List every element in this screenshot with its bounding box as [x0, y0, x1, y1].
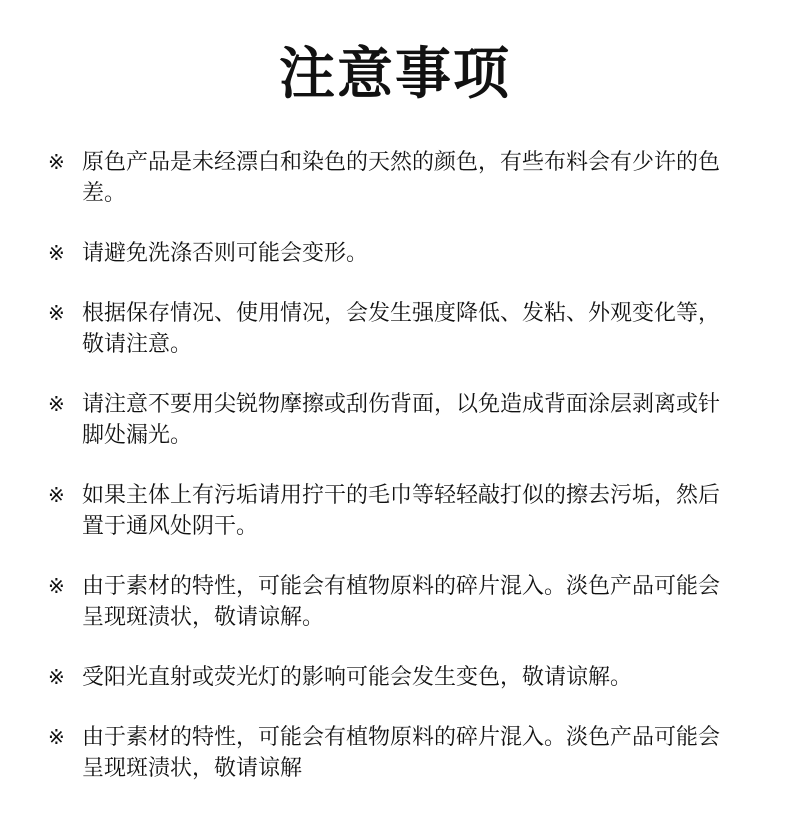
note-item — [48, 662, 738, 693]
reference-mark-icon: ※ — [48, 241, 65, 265]
note-item — [48, 722, 738, 784]
note-text: 请避免洗涤否则可能会变形。 — [82, 241, 369, 266]
reference-mark-icon: ※ — [48, 301, 65, 325]
note-item — [48, 389, 738, 451]
reference-mark-icon: ※ — [48, 574, 65, 598]
note-text: 由于素材的特性，可能会有植物原料的碎片混入。淡色产品可能会呈现斑渍状，敬请谅解 — [82, 725, 721, 781]
note-text: 受阳光直射或荧光灯的影响可能会发生变色，敬请谅解。 — [82, 665, 633, 690]
notes-list — [48, 147, 738, 813]
reference-mark-icon: ※ — [48, 665, 65, 689]
note-item — [48, 147, 738, 209]
note-item — [48, 571, 738, 633]
page-title: 注意事项 — [279, 42, 511, 107]
note-item — [48, 238, 738, 269]
note-item — [48, 480, 738, 542]
reference-mark-icon: ※ — [48, 150, 65, 174]
reference-mark-icon: ※ — [48, 725, 65, 749]
note-text: 请注意不要用尖锐物摩擦或刮伤背面，以免造成背面涂层剥离或针脚处漏光。 — [82, 392, 721, 448]
reference-mark-icon: ※ — [48, 392, 65, 416]
note-text: 根据保存情况、使用情况，会发生强度降低、发粘、外观变化等，敬请注意。 — [82, 301, 721, 357]
note-text: 如果主体上有污垢请用拧干的毛巾等轻轻敲打似的擦去污垢，然后置于通风处阴干。 — [82, 483, 721, 539]
reference-mark-icon: ※ — [48, 483, 65, 507]
note-text: 由于素材的特性，可能会有植物原料的碎片混入。淡色产品可能会呈现斑渍状，敬请谅解。 — [82, 574, 721, 630]
note-text: 原色产品是未经漂白和染色的天然的颜色，有些布料会有少许的色差。 — [82, 150, 721, 206]
note-item — [48, 298, 738, 360]
